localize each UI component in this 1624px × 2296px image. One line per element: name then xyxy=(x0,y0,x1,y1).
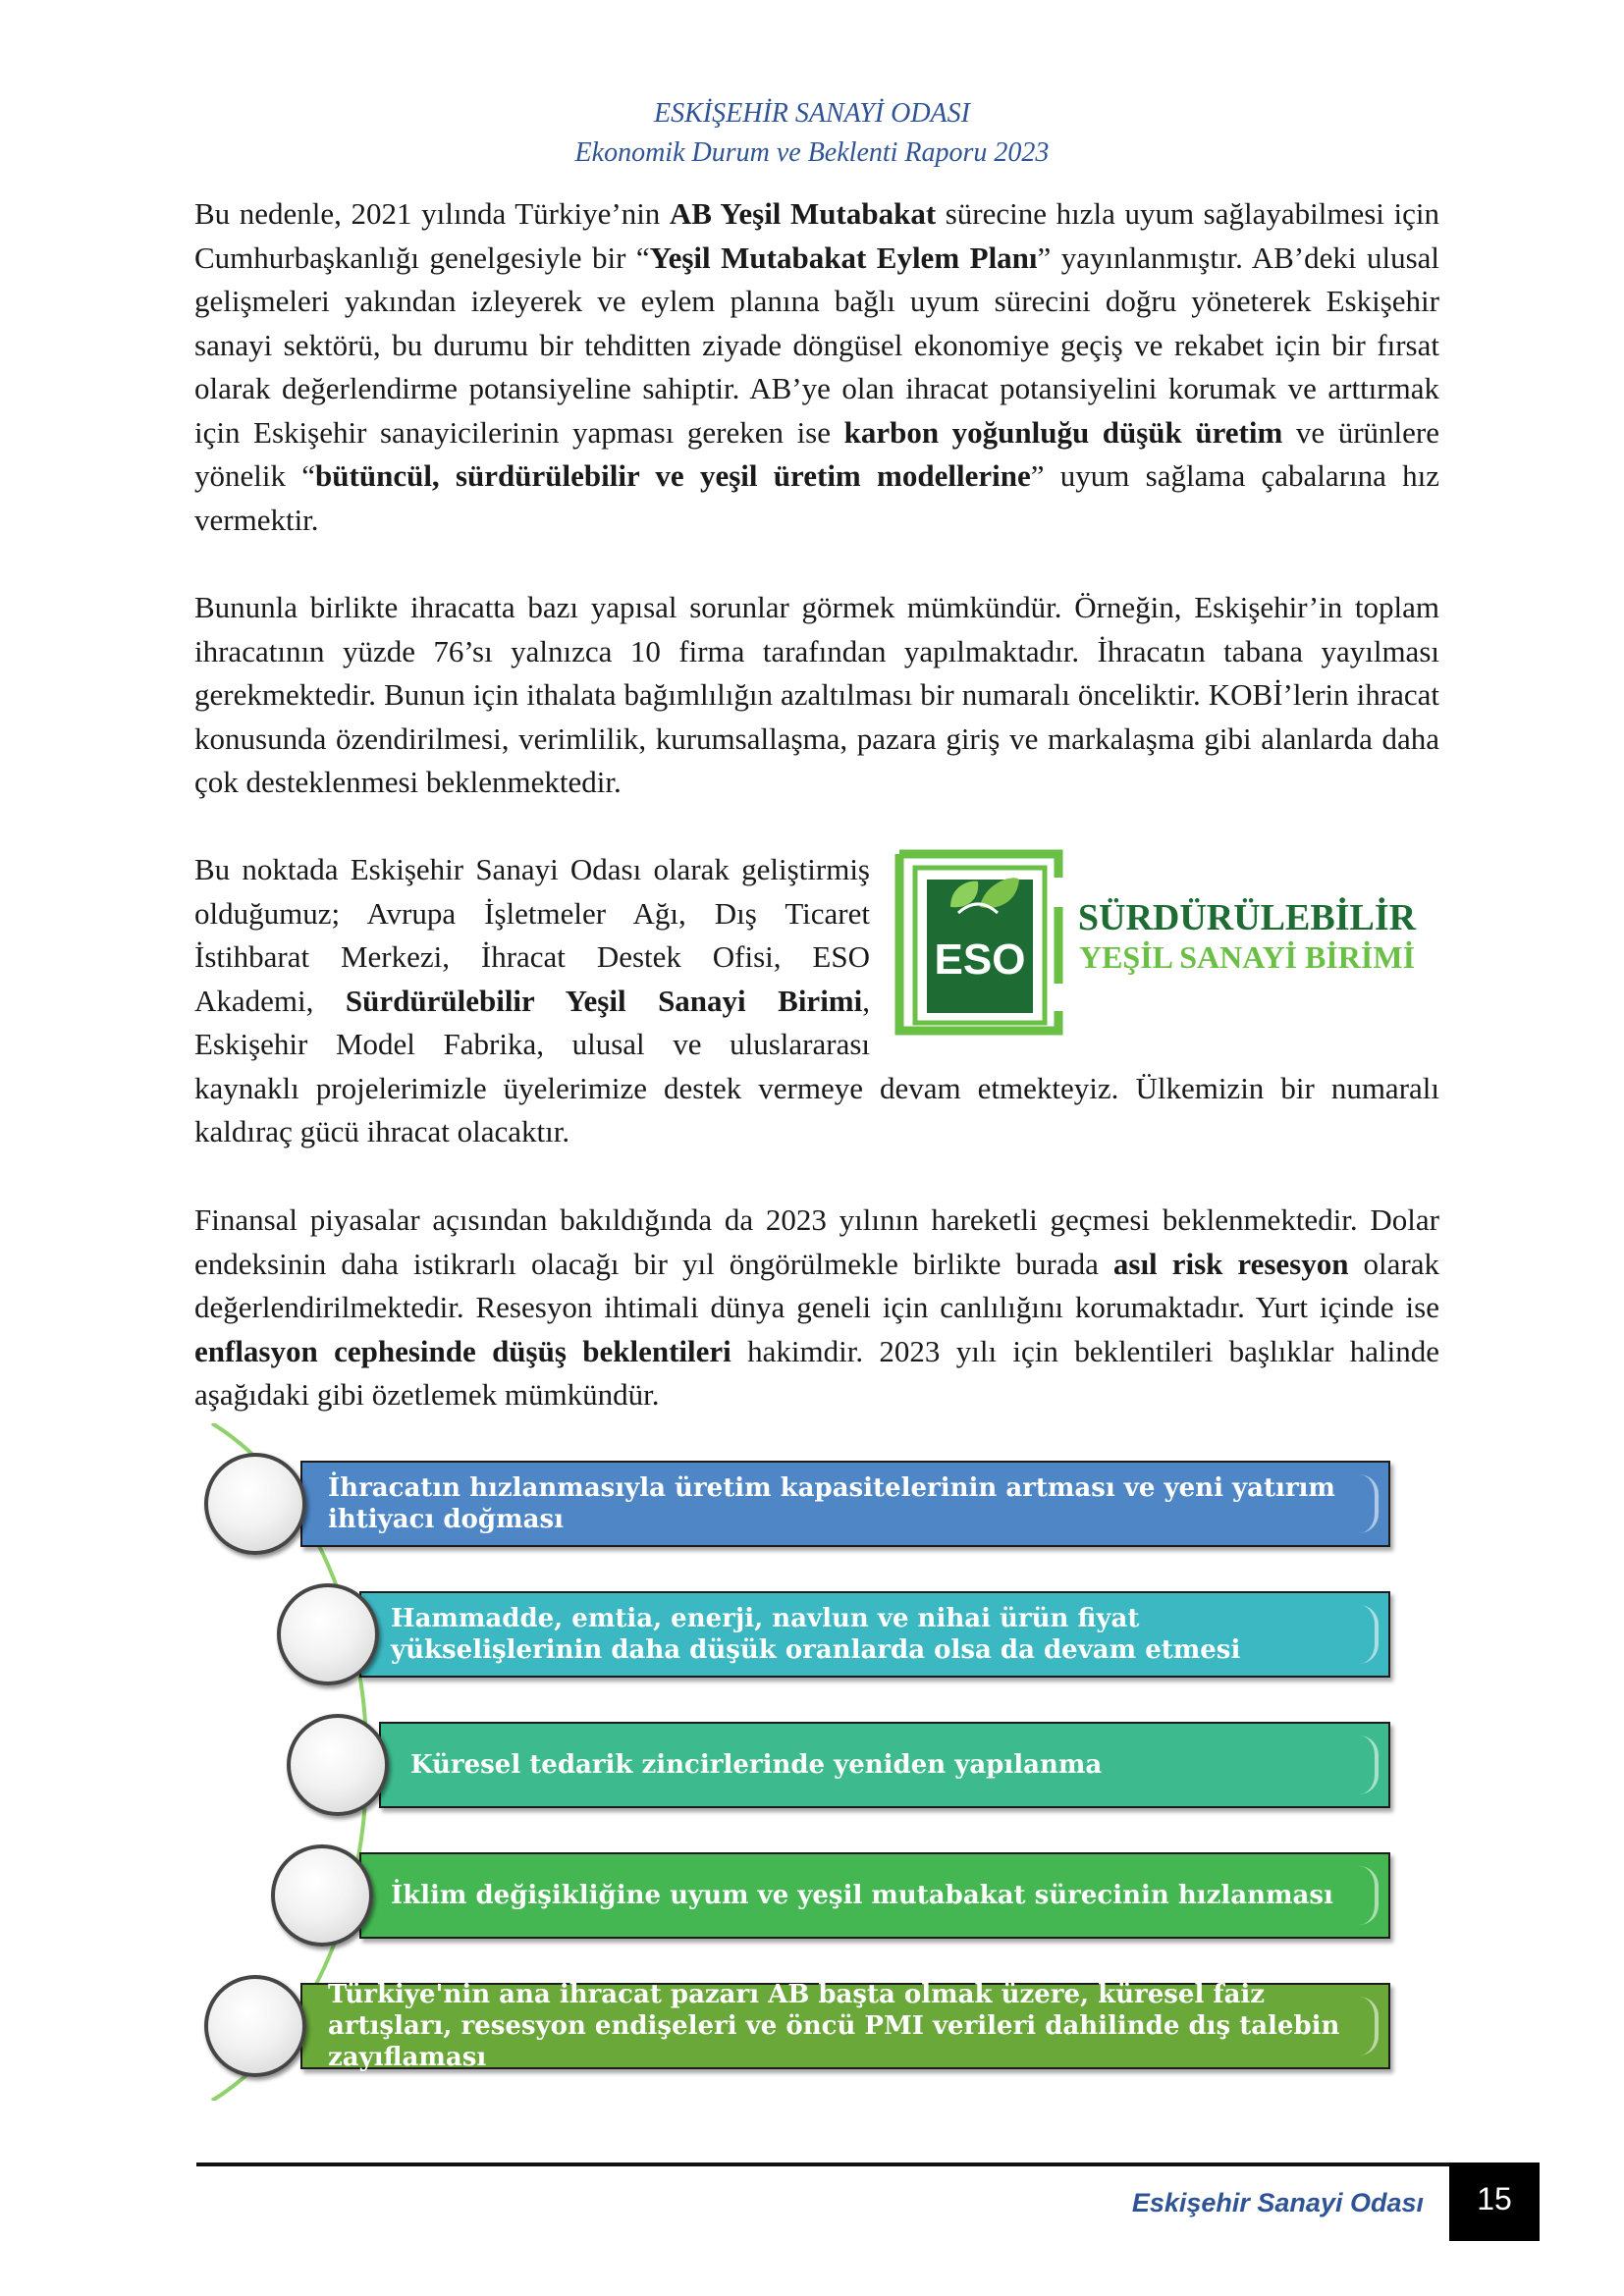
logo-graphic xyxy=(890,846,1439,1042)
bold-span: Yeşil Mutabakat Eylem Planı xyxy=(649,240,1038,275)
logo-subtitle: YEŞİL SANAYİ BİRİMİ xyxy=(1078,939,1416,975)
expectation-item-2 xyxy=(359,1591,1390,1678)
logo-badge-text: ESO xyxy=(934,935,1026,984)
expectation-text: Hammadde, emtia, enerji, navlun ve nihai ürün fiyat yükselişlerinin daha düşük oranlarda olsa da devam etmesi xyxy=(391,1604,1241,1665)
bullet-circle-icon xyxy=(204,1453,306,1555)
bold-span: karbon yoğunluğu düşük üretim xyxy=(843,414,1283,450)
expectation-text: Türkiye'nin ana ihracat pazarı AB başta olmak üzere, küresel faiz artışları, resesyon endişeleri ve öncü PMI verileri dahilinde dış talebin zayıflaması xyxy=(328,1980,1340,2072)
expectation-text: İklim değişikliğine uyum ve yeşil mutabakat sürecinin hızlanması xyxy=(391,1881,1333,1910)
page-number: 15 xyxy=(1449,2163,1540,2241)
text-span: hakimdir. 2023 yılı için beklentileri başlıklar halinde aşağıdaki gibi özetlemek mümkündür. xyxy=(194,1333,1439,1412)
paragraph-export-issues xyxy=(194,586,1439,805)
bullet-circle-icon xyxy=(271,1844,373,1947)
bold-span: AB Yeşil Mutabakat xyxy=(669,196,937,231)
eso-sustainability-logo xyxy=(890,846,1439,1042)
text-span: ” yayınlanmıştır. AB’deki ulusal gelişmeleri yakından izleyerek ve eylem planına bağlı uyum sürecini doğru yöneterek Eskişehir sanayi sektörü, bu durumu bir tehditten ziyade döngüsel ekonomiye geçiş ve rekabet için bir fırsat olarak değerlendirme potansiyeline sahiptir. AB’ye olan ihracat potansiyelini korumak ve arttırmak için Eskişehir sanayicilerinin yapması gereken ise xyxy=(194,240,1440,450)
bold-span: Sürdürülebilir Yeşil Sanayi Birimi xyxy=(345,983,863,1018)
expectation-item-5 xyxy=(300,1980,1390,2072)
expectations-list-diagram xyxy=(192,1423,1390,2101)
bar-end-cap xyxy=(1359,1866,1379,1925)
bold-span: bütüncül, sürdürülebilir ve yeşil üretim modellerine xyxy=(315,458,1031,493)
bullet-circle-icon xyxy=(287,1714,389,1816)
expectation-item-3 xyxy=(379,1722,1390,1808)
text-span: Bu nedenle, 2021 yılında Türkiye’nin xyxy=(194,196,670,231)
paragraph-financial-markets xyxy=(194,1199,1439,1417)
expectation-text: İhracatın hızlanmasıyla üretim kapasitelerinin artması ve yeni yatırım ihtiyacı doğması xyxy=(328,1473,1335,1534)
text-span: Bu noktada Eskişehir Sanayi Odası olarak geliştirmiş olduğumuz; Avrupa İşletmeler Ağı, Dış Ticaret İstihbarat Merkezi, İhracat Destek Ofisi, ESO Akademi, xyxy=(194,852,870,1018)
header-report-title: Ekonomik Durum ve Beklenti Raporu 2023 xyxy=(574,137,1050,168)
text-span: sürecine hızla uyum sağlayabilmesi için Cumhurbaşkanlığı genelgesiyle bir “ xyxy=(194,196,1439,275)
logo-title: SÜRDÜRÜLEBİLİR xyxy=(1077,897,1417,938)
expectation-text: Küresel tedarik zincirlerinde yeniden yapılanma xyxy=(410,1750,1103,1780)
expectation-item-4 xyxy=(359,1852,1390,1939)
bold-span: enflasyon cephesinde düşüş beklentileri xyxy=(194,1333,731,1368)
text-span: ” uyum sağlama çabalarına hız vermektir. xyxy=(194,458,1439,537)
text-span: Finansal piyasalar açısından bakıldığında da 2023 yılının hareketli geçmesi beklenmektedir. Dolar endeksinin daha istikrarlı olacağı bir yıl öngörülmekle birlikte burada xyxy=(194,1202,1439,1281)
text-span: , Eskişehir Model Fabrika, ulusal ve uluslararası kaynaklı projelerimizle üyelerimize destek vermeye devam etmekteyiz. Ülkemizin bir numaralı kaldıraç gücü ihracat olacaktır. xyxy=(194,983,1439,1148)
bold-span: asıl risk resesyon xyxy=(1112,1246,1349,1281)
bullet-circle-icon xyxy=(277,1583,379,1685)
footer-org-name: Eskişehir Sanayi Odası xyxy=(1131,2188,1424,2217)
paragraph-green-deal xyxy=(194,192,1439,542)
header-org: ESKİŞEHİR SANAYİ ODASI xyxy=(654,98,970,129)
expectation-item-1 xyxy=(300,1461,1390,1547)
bar-end-cap xyxy=(1359,1735,1379,1794)
text-span: ve ürünlere yönelik “ xyxy=(194,414,1439,493)
text-span: olarak değerlendirilmektedir. Resesyon ihtimali dünya geneli için canlılığını korumaktadır. Yurt içinde ise xyxy=(194,1246,1439,1324)
page-header xyxy=(0,94,1624,173)
footer-divider xyxy=(196,2163,1449,2166)
paragraph-eso-support xyxy=(194,848,1439,1154)
paragraph-text: Bununla birlikte ihracatta bazı yapısal sorunlar görmek mümkündür. Örneğin, Eskişehir’in toplam ihracatının yüzde 76’sı yalnızca 10 firma tarafından yapılmaktadır. İhracatın tabana yayılması gerekmektedir. Bunun için ithalata bağımlılığın azaltılması bir numaralı önceliktir. KOBİ’lerin ihracat konusunda özendirilmesi, verimlilik, kurumsallaşma, pazara giriş ve markalaşma gibi alanlarda daha çok desteklenmesi beklenmektedir. xyxy=(194,590,1439,799)
bullet-circle-icon xyxy=(204,1975,306,2077)
